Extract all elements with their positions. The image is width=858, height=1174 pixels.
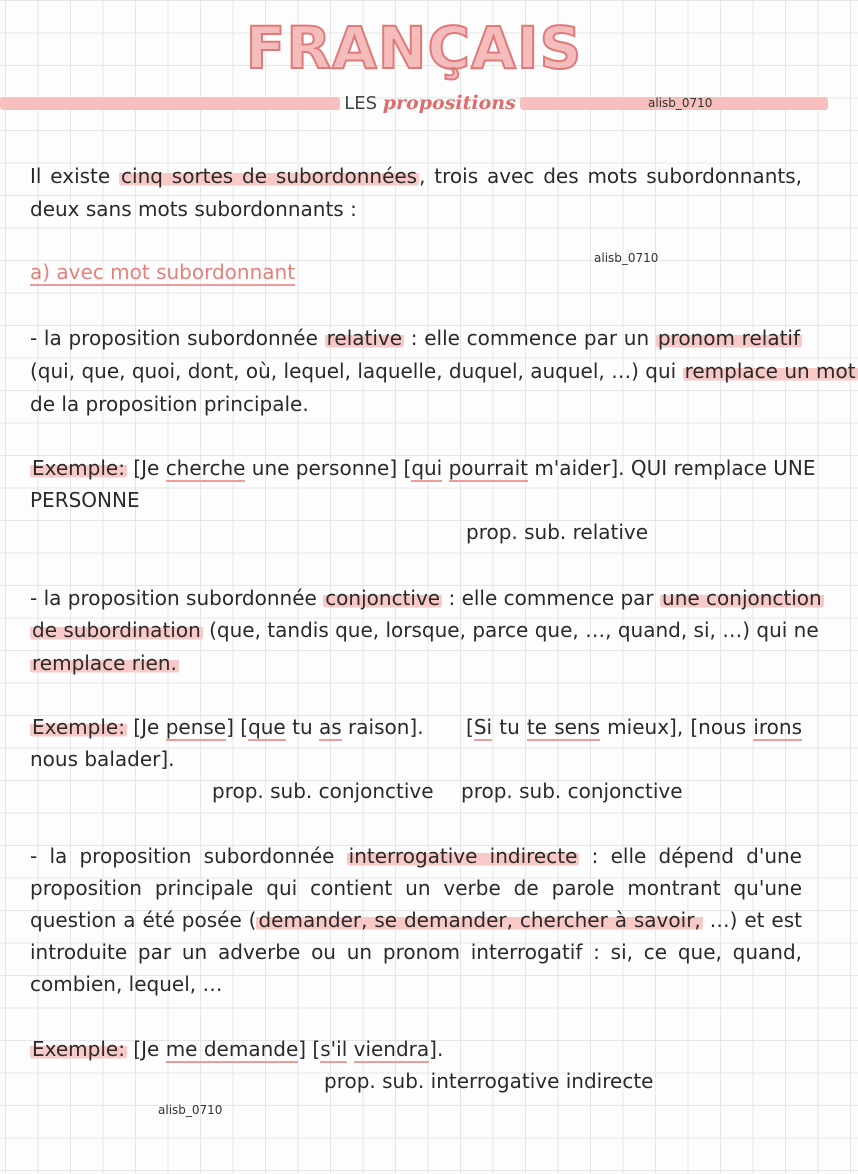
interrogative-line-5: combien, lequel, …	[30, 972, 223, 996]
intro-line-2: deux sans mots subordonnants :	[30, 197, 357, 221]
subtitle-les: LES	[344, 93, 378, 114]
interrogative-line-4: introduite par un adverbe ou un pronom interrogatif : si, ce que, quand,	[30, 940, 802, 964]
interrogative-line-2: proposition principale qui contient un verbe de parole montrant qu'une	[30, 876, 802, 900]
relative-example-line-2: PERSONNE	[30, 488, 140, 512]
conjonctive-line-2: de subordination (que, tandis que, lorsque, parce que, …, quand, si, …) qui ne	[32, 618, 819, 642]
page-subtitle	[340, 88, 520, 119]
conjonctive-line-1: - la proposition subordonnée conjonctive : elle commence par une conjonction	[30, 586, 822, 610]
relative-line-3: de la proposition principale.	[30, 392, 309, 416]
intro-line-1: Il existe cinq sortes de subordonnées , trois avec des mots subordonnants,	[30, 164, 802, 188]
interrogative-caption: prop. sub. interrogative indirecte	[324, 1069, 654, 1093]
interrogative-example: Exemple: [Je me demande] [s'il viendra].	[32, 1037, 444, 1061]
header-band-left	[0, 97, 340, 110]
relative-caption: prop. sub. relative	[466, 520, 649, 544]
page-title: FRANÇAIS	[245, 14, 583, 82]
section-heading-a: a) avec mot subordonnant	[30, 260, 296, 284]
conjonctive-example-2: [Si tu te sens mieux], [nous irons	[466, 715, 802, 739]
conjonctive-caption-1: prop. sub. conjonctive	[212, 779, 434, 803]
relative-example: Exemple: [Je cherche une personne] [qui pourrait m'aider]. QUI remplace UNE	[32, 456, 816, 480]
watermark: alisb_0710	[594, 251, 659, 265]
interrogative-line-3: question a été posée ( demander, se demander, chercher à savoir, …) et est	[30, 908, 802, 932]
conjonctive-line-3: remplace rien.	[32, 651, 177, 675]
interrogative-line-1: - la proposition subordonnée interrogative indirecte : elle dépend d'une	[30, 844, 802, 868]
watermark: alisb_0710	[648, 96, 713, 110]
relative-line-1: - la proposition subordonnée relative : elle commence par un pronom relatif	[30, 326, 801, 350]
conjonctive-example-1: Exemple: [Je pense] [que tu as raison].	[32, 715, 424, 739]
watermark: alisb_0710	[158, 1103, 223, 1117]
relative-line-2: (qui, que, quoi, dont, où, lequel, laquelle, duquel, auquel, …) qui remplace un mot	[30, 359, 856, 383]
conjonctive-caption-2: prop. sub. conjonctive	[461, 779, 683, 803]
subtitle-topic: propositions	[382, 92, 516, 114]
conjonctive-example-line-2: nous balader].	[30, 747, 175, 771]
